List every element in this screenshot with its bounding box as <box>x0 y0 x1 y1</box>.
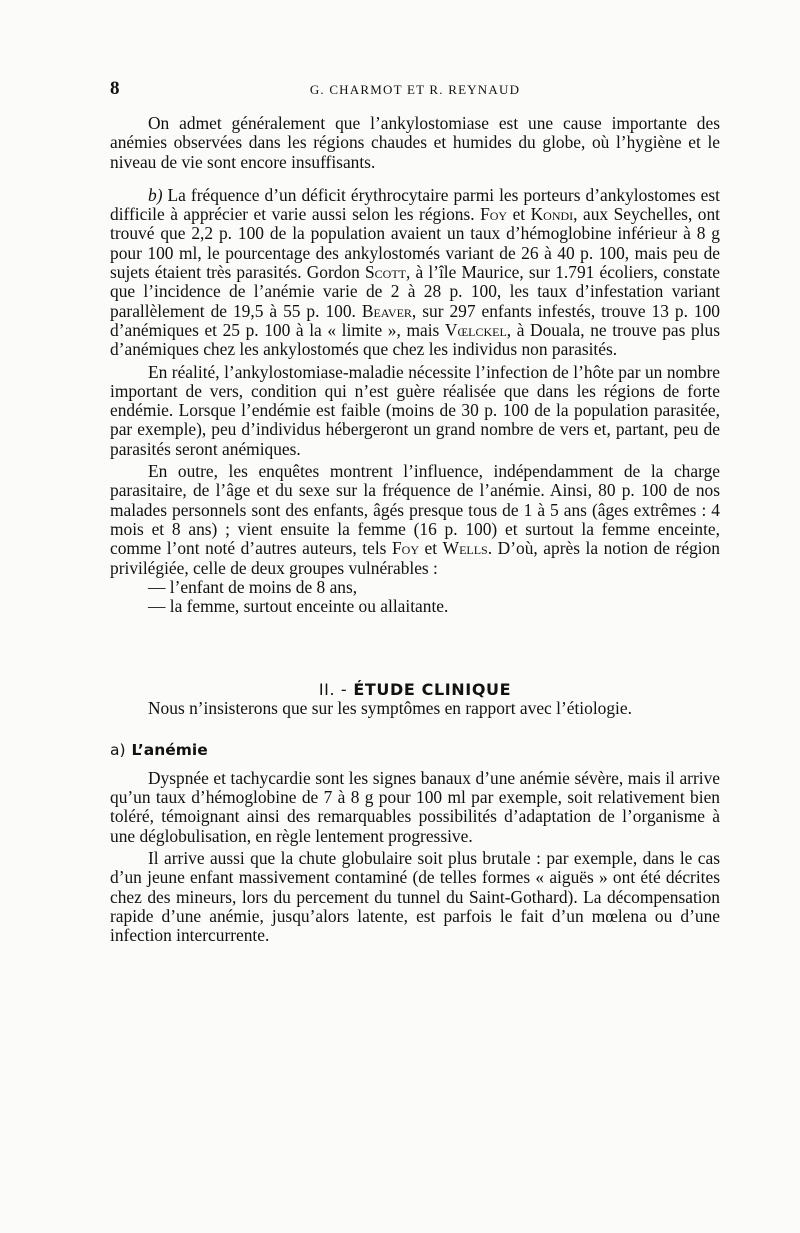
paragraph-b-text-a: La fréquence d’un déficit érythrocytaire parmi les porteurs d’ankylostomes est difficile à apprécier et varie aussi selon les régions. <box>110 184 720 225</box>
paragraph-b-text-d: , à l’île Maurice, sur 1.791 écoliers, constate que l’incidence de l’anémie varie de 2 à 28 p. 100, les taux d’infestation variant parallèlement de 19,5 à 55 p. 100. <box>110 262 720 321</box>
author-foy: Foy <box>480 204 508 225</box>
section-intro: Nous n’insisterons que sur les symptômes en rapport avec l’étiologie. <box>148 698 632 719</box>
running-header <box>110 78 720 104</box>
section-numeral: II. - <box>318 680 348 700</box>
vulnerable-group-women: — la femme, surtout enceinte ou allaitante. <box>148 596 449 617</box>
author-voelckel: Vœlckel <box>444 319 507 340</box>
paragraph-b-text-b: et <box>507 204 531 225</box>
author-wells: Wells <box>442 538 488 559</box>
header-authors: G. CHARMOT ET R. REYNAUD <box>309 82 521 97</box>
page-number: 8 <box>110 78 120 99</box>
subsection-heading <box>110 741 720 759</box>
section-title: ÉTUDE CLINIQUE <box>353 680 512 700</box>
paragraph-enquetes-text-c: . D’où, après la notion de région privilégiée, celle de deux groupes vulnérables : <box>110 538 720 578</box>
paragraph-enquetes-text-a: En outre, les enquêtes montrent l’influence, indépendamment de la charge parasitaire, de l’âge et du sexe sur la fréquence de l’anémie. Ainsi, 80 p. 100 de nos malades personnels sont des enfants, âgés presque tous de 1 à 5 ans (âges extrêmes : 4 mois et 8 ans) ; vient ensuite la femme (16 p. 100) et surtout la femme enceinte, comme l’ont noté d’autres auteurs, tels <box>110 461 720 559</box>
paragraph-enquetes-text-b: et <box>419 538 443 559</box>
paragraph-b-text-e: , sur 297 enfants infestés, trouve 13 p. 100 d’anémiques et 25 p. 100 à la « limite », mais <box>110 300 721 340</box>
subsection-title: L’anémie <box>131 740 208 759</box>
vulnerable-group-children: — l’enfant de moins de 8 ans, <box>148 576 358 597</box>
paragraph-enquetes <box>110 462 720 578</box>
paragraph-b-label: b) <box>148 184 163 205</box>
author-kondi: Kondi <box>530 204 574 225</box>
anemia-paragraph-2: Il arrive aussi que la chute globulaire soit plus brutale : par exemple, dans le cas d’un jeune enfant massivement contaminé (de telles formes « aiguës » ont été décrites chez des mineurs, lors du percement du tunnel du Saint-Gothard). La décompensation rapide d’une anémie, jusqu’alors latente, est parfois le fait d’un mœlena ou d’une infection intercurrente. <box>110 847 720 946</box>
anemia-paragraph-1: Dyspnée et tachycardie sont les signes banaux d’une anémie sévère, mais il arrive qu’un taux d’hémoglobine de 7 à 8 g pour 100 ml par exemple, soit relativement bien toléré, témoignant ainsi des remarquables possibilités d’adaptation de l’organisme à une déglobulisation, en règle lentement progressive. <box>110 767 720 846</box>
author-beaver: Beaver <box>361 300 412 321</box>
paragraph-intro: On admet généralement que l’ankylostomiase est une cause importante des anémies observées dans les régions chaudes et humides du globe, où l’hygiène et le niveau de vie sont encore insuffisants. <box>110 113 720 172</box>
author-foy-2: Foy <box>391 538 419 559</box>
paragraph-b-text-f: , à Douala, ne trouve pas plus d’anémiques chez les ankylostomés que chez les individus non parasités. <box>110 319 720 360</box>
section-heading <box>110 680 720 699</box>
book-page <box>110 78 720 945</box>
paragraph-b <box>110 186 720 360</box>
subsection-letter: a) <box>110 740 126 759</box>
paragraph-b-text-c: , aux Seychelles, ont trouvé que 2,2 p. 100 de la population avaient un taux d’hémoglobine inférieur à 8 g pour 100 ml, le pourcentage des ankylostomés variant de 26 à 40 p. 100, mais peu de sujets étaient très parasités. Gordon <box>110 204 720 283</box>
paragraph-reality: En réalité, l’ankylostomiase-maladie nécessite l’infection de l’hôte par un nombre important de vers, condition qui n’est guère réalisée que dans les régions de forte endémie. Lorsque l’endémie est faible (moins de 30 p. 100 de la population parasitée, par exemple), peu d’individus hébergeront un grand nombre de vers et, partant, peu de parasités seront anémiques. <box>110 361 720 459</box>
author-scott: Scott <box>365 262 407 283</box>
